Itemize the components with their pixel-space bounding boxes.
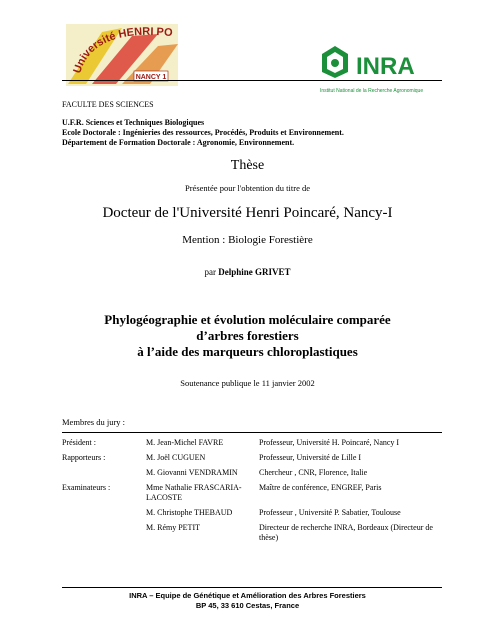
footer <box>0 591 495 611</box>
jury-affiliation: Professeur , Université P. Sabatier, Toulouse <box>259 508 401 517</box>
jury-heading: Membres du jury : <box>62 417 126 427</box>
footer-divider <box>62 587 442 588</box>
jury-affiliation: Professeur, Université H. Poincaré, Nancy I <box>259 438 400 447</box>
jury-divider <box>62 432 442 433</box>
presented-for: Présentée pour l'obtention du titre de <box>185 183 310 193</box>
jury-member-name: M. Jean-Michel FAVRE <box>146 438 224 447</box>
jury-affiliation: Chercheur , CNR, Florence, Italie <box>259 468 368 477</box>
ufr-name: U.F.R. Sciences et Techniques Biologiques <box>62 118 205 127</box>
jury-affiliation: Directeur de recherche INRA, Bordeaux (Directeur de thèse) <box>259 523 433 542</box>
jury-role: Rapporteurs : <box>62 453 106 462</box>
jury-member-name: M. Christophe THEBAUD <box>146 508 233 517</box>
jury-affiliation: Professeur, Université de Lille I <box>259 453 362 462</box>
document-heading: Thèse <box>230 158 265 173</box>
jury-role <box>62 508 146 518</box>
footer-lab: INRA – Equipe de Génétique et Amélioration des Arbres Forestiers <box>129 591 366 600</box>
jury-member-name: Mme Nathalie FRASCARIA-LACOSTE <box>146 483 242 502</box>
thesis-title <box>0 312 495 360</box>
degree-title: Docteur de l'Université Henri Poincaré, Nancy-I <box>102 205 393 221</box>
institution-block <box>62 118 344 148</box>
jury-member-name: M. Joël CUGUEN <box>146 453 206 462</box>
jury-role: Président : <box>62 438 96 447</box>
jury-table <box>62 438 442 548</box>
title-line: d’arbres forestiers <box>196 328 299 343</box>
header-divider <box>62 80 442 81</box>
jury-row <box>62 508 442 518</box>
jury-row <box>62 453 442 463</box>
jury-role <box>62 468 146 478</box>
doctoral-school: Ecole Doctorale : Ingénieries des ressources, Procédés, Produits et Environnement. <box>62 128 344 137</box>
logo-sub-text: NANCY 1 <box>135 74 167 81</box>
jury-row <box>62 468 442 478</box>
defense-date: Soutenance publique le 11 janvier 2002 <box>180 378 315 388</box>
author-prefix: par <box>204 267 216 277</box>
author-name: Delphine GRIVET <box>218 267 291 277</box>
jury-row <box>62 438 442 448</box>
jury-member-name: M. Rémy PETIT <box>146 523 200 532</box>
department: Département de Formation Doctorale : Agronomie, Environnement. <box>62 138 295 147</box>
author-line <box>0 267 495 277</box>
mention: Mention : Biologie Forestière <box>182 234 313 246</box>
jury-row <box>62 523 442 543</box>
faculty-name: FACULTE DES SCIENCES <box>62 100 154 109</box>
inra-wordmark: INRA <box>356 53 415 80</box>
logo-arc-text: Université HENRI PO <box>71 25 174 75</box>
inra-logo <box>316 38 446 100</box>
jury-affiliation: Maître de conférence, ENGREF, Paris <box>259 483 382 492</box>
footer-address: BP 45, 33 610 Cestas, France <box>195 601 300 610</box>
jury-role <box>62 523 146 543</box>
title-line: Phylogéographie et évolution moléculaire comparée <box>104 312 391 327</box>
jury-member-name: M. Giovanni VENDRAMIN <box>146 468 238 477</box>
title-line: à l’aide des marqueurs chloroplastiques <box>137 344 358 359</box>
jury-role: Examinateurs : <box>62 483 111 492</box>
inra-caption: Institut National de la Recherche Agronomique <box>320 88 424 94</box>
jury-row <box>62 483 442 503</box>
